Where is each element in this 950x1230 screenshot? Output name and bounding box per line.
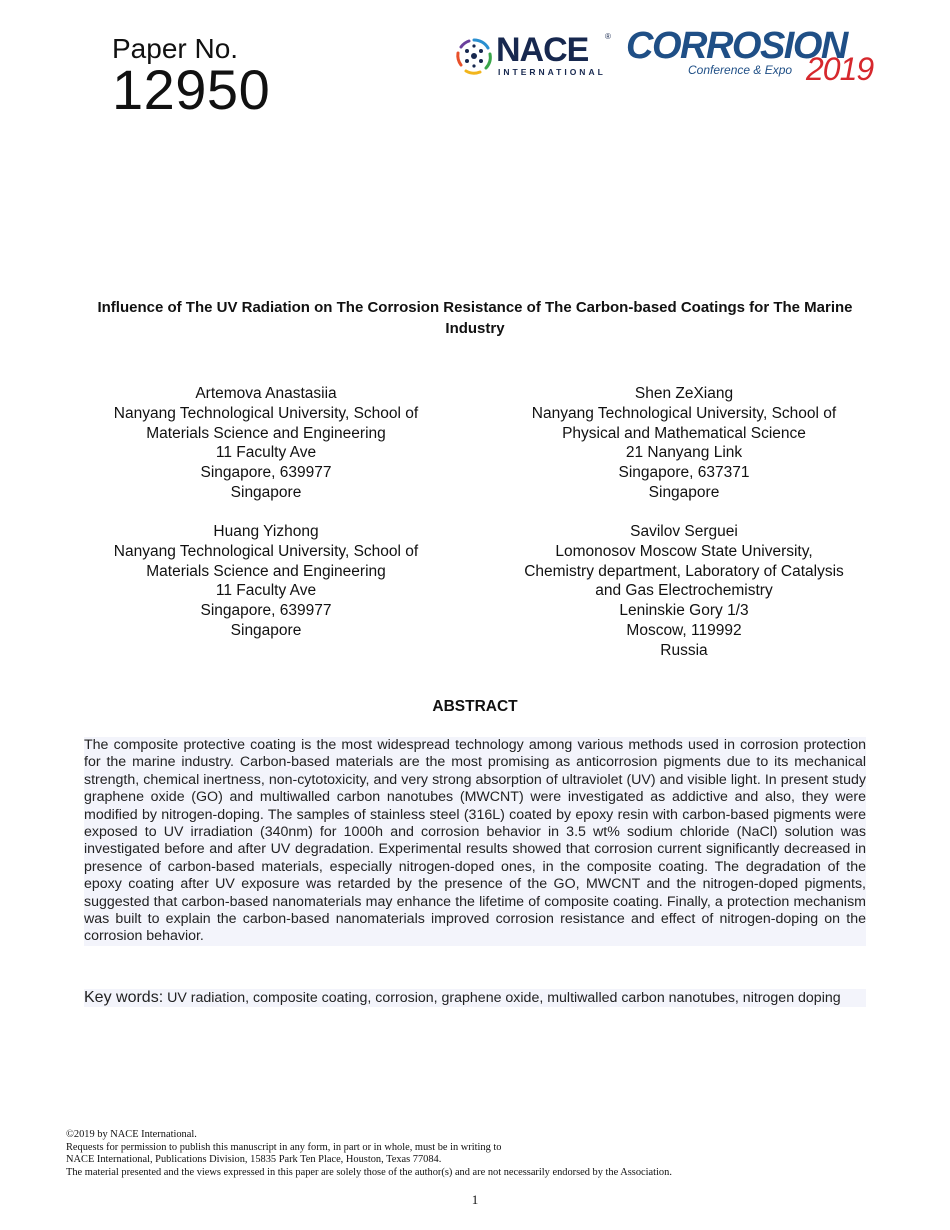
author-country: Singapore [648, 483, 720, 501]
author-country: Singapore [230, 621, 302, 639]
permission-line: Requests for permission to publish this manuscript in any form, in part or in whole, must be in writing to [66, 1141, 502, 1153]
disclaimer-line: The material presented and the views expressed in this paper are solely those of the author(s) and are not necessarily endorsed by the Association. [66, 1166, 672, 1178]
author-name: Artemova Anastasiia [195, 385, 337, 402]
paper-number: 12950 [112, 58, 271, 121]
paper-title: Influence of The UV Radiation on The Corrosion Resistance of The Carbon-based Coatings for The Marine Industry [97, 299, 853, 337]
author-address: 11 Faculty Ave [215, 444, 317, 462]
author-address: Moscow, 119992 [626, 621, 742, 639]
author-name: Shen ZeXiang [634, 385, 734, 402]
paper-number-label: Paper No. [112, 33, 239, 64]
author-country: Russia [660, 641, 708, 659]
author-address: 21 Nanyang Link [625, 444, 743, 462]
author-address: 11 Faculty Ave [215, 582, 317, 600]
author-name: Huang Yizhong [213, 523, 319, 540]
author-address: Leninskie Gory 1/3 [619, 602, 749, 620]
author-affiliation: Physical and Mathematical Science [562, 424, 806, 442]
nace-globe-icon [452, 34, 496, 78]
registered-mark: ® [605, 32, 611, 41]
abstract-text: The composite protective coating is the most widespread technology among various methods used in corrosion protection for the marine industry. Carbon-based materials are the most promising as anticorrosion pigments due to its mechanical strength, chemical inertness, non-cytotoxicity, and very strong absorption of ultraviolet (UV) and visible light. In present study graphene oxide (GO) and multiwalled carbon nanotubes (MWCNT) were investigated as addictive and also, they were modified by nitrogen-doping. The samples of stainless steel (316L) coated by epoxy resin with carbon-based pigments were exposed to UV irradiation (340nm) for 1000h and corrosion behavior in 3.5 wt% sodium chloride (NaCl) solution was investigated before and after UV degradation. Experimental results showed that corrosion current significantly decreased in presence of carbon-based materials, especially nitrogen-doped ones, in the composite coating. The degradation of the epoxy coating after UV exposure was retarded by the presence of the GO, MWCNT and the nitrogen-doped pigments, suggested that carbon-based nanomaterials may enhance the lifetime of composite coating. Finally, a protection mechanism was built to explain the carbon-based nanomaterials improved corrosion resistance and effect of nitrogen-doping on the corrosion behavior. [84, 737, 866, 945]
author-affiliation: Nanyang Technological University, School of [113, 404, 419, 422]
conference-year: 2019 [806, 51, 874, 87]
author-address: Singapore, 637371 [618, 464, 750, 482]
author-address: Singapore, 639977 [200, 464, 332, 482]
nace-logo [452, 32, 618, 80]
page-number: 1 [471, 1192, 479, 1207]
keywords-text: UV radiation, composite coating, corrosion, graphene oxide, multiwalled carbon nanotubes, nitrogen doping [167, 990, 841, 1006]
author-affiliation: Materials Science and Engineering [146, 562, 386, 580]
author-affiliation: Materials Science and Engineering [146, 424, 386, 442]
author-name: Savilov Serguei [630, 523, 738, 540]
copyright-line: ©2019 by NACE International. [66, 1129, 197, 1140]
copyright-footer [66, 1129, 886, 1179]
author-affiliation: Nanyang Technological University, School of [531, 404, 837, 422]
author-affiliation: Chemistry department, Laboratory of Catalysis [524, 562, 844, 580]
author-block [494, 384, 874, 503]
abstract-heading: ABSTRACT [432, 698, 518, 715]
author-affiliation: Lomonosov Moscow State University, [555, 542, 813, 560]
conference-expo-subtitle: Conference & Expo [688, 63, 793, 77]
author-block [76, 522, 456, 641]
author-block [494, 522, 874, 661]
author-address: Singapore, 639977 [200, 602, 332, 620]
author-affiliation: Nanyang Technological University, School of [113, 542, 419, 560]
author-affiliation: and Gas Electrochemistry [595, 582, 773, 600]
corrosion-2019-logo [626, 25, 882, 87]
author-block [76, 384, 456, 503]
nace-subtitle: INTERNATIONAL [498, 67, 606, 77]
address-line: NACE International, Publications Division, 15835 Park Ten Place, Houston, Texas 77084. [66, 1154, 442, 1166]
nace-wordmark: NACE [496, 31, 589, 69]
corrosion-wordmark: CORROSION [626, 25, 847, 67]
keywords-label: Key words: [84, 989, 164, 1006]
author-country: Singapore [230, 483, 302, 501]
keywords [84, 989, 866, 1007]
